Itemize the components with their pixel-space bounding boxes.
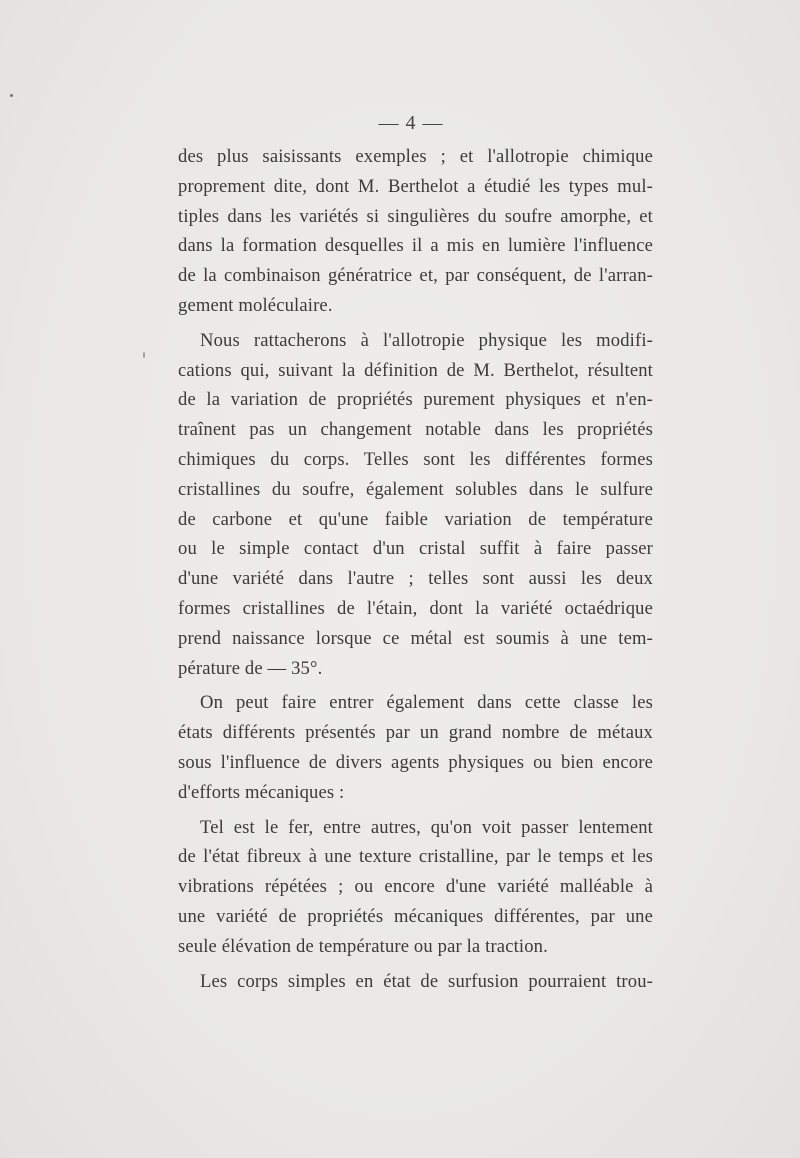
text-line: pérature de — 35°. <box>178 657 323 679</box>
text-line: vibrations répétées ; ou encore d'une variété malléable à <box>178 876 653 898</box>
paragraph <box>178 688 653 807</box>
text-line: dans la formation desquelles il a mis en lumière l'influence <box>178 235 653 257</box>
text-line: cations qui, suivant la définition de M. Berthelot, résultent <box>178 359 653 381</box>
text-line: une variété de propriétés mécaniques différentes, par une <box>178 905 653 927</box>
text-line: de carbone et qu'une faible variation de température <box>178 508 653 530</box>
text-line: prend naissance lorsque ce métal est soumis à une tem- <box>178 627 653 649</box>
text-line: formes cristallines de l'étain, dont la variété octaédrique <box>178 597 653 619</box>
text-line: tiples dans les variétés si singulières du soufre amorphe, et <box>178 205 653 227</box>
text-line: seule élévation de température ou par la traction. <box>178 935 548 957</box>
paragraph <box>178 813 653 962</box>
text-line: d'efforts mécaniques : <box>178 781 345 803</box>
paper-speck <box>143 352 145 358</box>
paragraph <box>178 967 653 997</box>
text-line: proprement dite, dont M. Berthelot a étudié les types mul- <box>178 175 653 197</box>
text-line: Nous rattacherons à l'allotropie physique les modifi- <box>200 329 653 351</box>
text-line: chimiques du corps. Telles sont les différentes formes <box>178 448 653 470</box>
text-line: Tel est le fer, entre autres, qu'on voit passer lentement <box>200 816 653 838</box>
text-line: traînent pas un changement notable dans les propriétés <box>178 419 653 441</box>
paper-speck <box>10 94 13 97</box>
text-line: de l'état fibreux à une texture cristalline, par le temps et les <box>178 846 653 868</box>
text-line: de la combinaison génératrice et, par conséquent, de l'arran- <box>178 265 653 287</box>
text-line: cristallines du soufre, également solubles dans le sulfure <box>178 478 653 500</box>
text-line: sous l'influence de divers agents physiques ou bien encore <box>178 751 653 773</box>
text-line: de la variation de propriétés purement physiques et n'en- <box>178 389 653 411</box>
text-line: Les corps simples en état de surfusion pourraient trou- <box>200 970 653 992</box>
text-line: d'une variété dans l'autre ; telles sont aussi les deux <box>178 568 653 590</box>
paragraph <box>178 326 653 684</box>
text-line: ou le simple contact d'un cristal suffit à faire passer <box>178 538 653 560</box>
text-line: des plus saisissants exemples ; et l'allotropie chimique <box>178 146 653 167</box>
text-line: états différents présentés par un grand nombre de métaux <box>178 722 653 744</box>
text-line: On peut faire entrer également dans cette classe les <box>200 692 653 714</box>
page-number: — 4 — <box>378 112 444 134</box>
text-line: gement moléculaire. <box>178 294 333 316</box>
paragraph <box>178 142 653 321</box>
body-text <box>178 142 653 996</box>
